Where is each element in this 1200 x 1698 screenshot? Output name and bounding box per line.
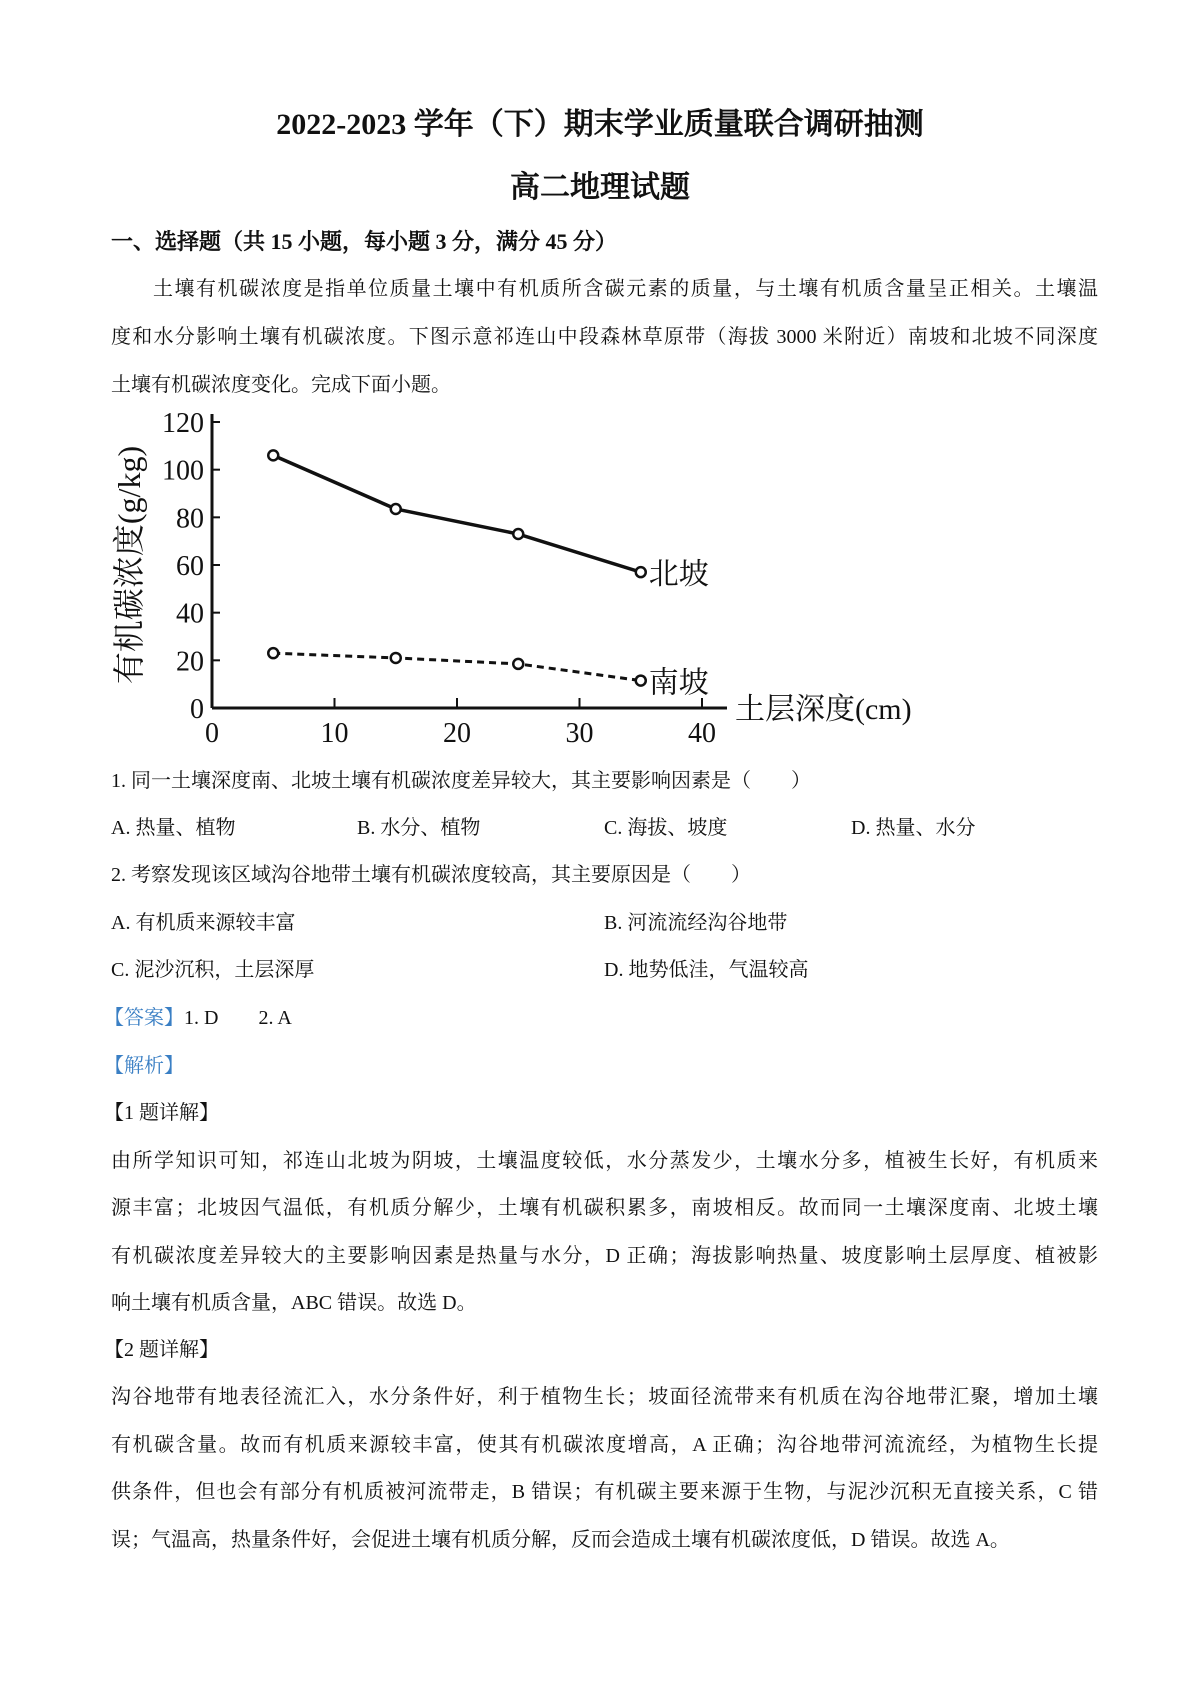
intro-line: 土壤有机碳浓度变化。完成下面小题。 [111,374,451,396]
answer-line [104,1004,1091,1032]
intro-line: 土壤有机碳浓度是指单位质量土壤中有机质所含碳元素的质量，与土壤有机质含量呈正相关。土壤温 [153,278,1098,300]
document-title: 2022-2023 学年（下）期末学业质量联合调研抽测 [276,108,924,141]
q1-option-a: A. 热量、植物 [111,817,236,839]
q2-option-a: A. 有机质来源较丰富 [111,912,296,934]
answer-2: 2. A [258,1007,292,1029]
y-axis-label: 有机碳浓度(g/kg) [111,445,147,685]
detail-2-label: 【2 题详解】 [104,1339,219,1361]
data-point [391,653,401,663]
data-point [391,504,401,514]
detail-2-line: 误；气温高，热量条件好，会促进土壤有机质分解，反而会造成土壤有机碳浓度低，D 错误。故选 A。 [111,1529,1010,1551]
detail-1-line: 响土壤有机质含量，ABC 错误。故选 D。 [111,1292,477,1314]
document-subtitle: 高二地理试题 [510,171,690,204]
q1-option-d: D. 热量、水分 [851,817,976,839]
data-point [636,676,646,686]
detail-2-line: 供条件，但也会有部分有机质被河流带走，B 错误；有机碳主要来源于生物，与泥沙沉积无直接关系，C 错 [111,1481,1098,1503]
series-label: 北坡 [648,558,709,592]
y-tick-label: 60 [176,551,204,582]
y-tick-label: 20 [176,646,204,678]
q1-option-b: B. 水分、植物 [357,817,481,839]
detail-1-line: 由所学知识可知，祁连山北坡为阴坡，土壤温度较低，水分蒸发少，土壤水分多，植被生长好，有机质来 [111,1150,1098,1172]
y-tick-label: 80 [176,503,204,535]
x-axis-label: 土层深度(cm) [735,693,912,726]
series-line-north [273,455,641,572]
answer-label: 【答案】 [104,1007,184,1029]
detail-2-line: 有机碳含量。故而有机质来源较丰富，使其有机碳浓度增高，A 正确；沟谷地带河流流经，为植物生长提 [111,1434,1098,1456]
q2-option-c: C. 泥沙沉积，土层深厚 [111,959,315,981]
data-point [513,529,523,539]
soil-carbon-chart [100,400,940,760]
detail-2-line: 沟谷地带有地表径流汇入，水分条件好，利于植物生长；坡面径流带来有机质在沟谷地带汇聚，增加土壤 [111,1386,1098,1408]
x-tick-label: 0 [205,718,219,749]
section-heading: 一、选择题（共 15 小题，每小题 3 分，满分 45 分） [111,229,618,254]
data-point [513,659,523,669]
x-tick-label: 40 [688,718,716,749]
q1-option-c: C. 海拔、坡度 [604,817,728,839]
y-tick-label: 0 [190,694,204,725]
series-label: 南坡 [648,666,709,700]
data-point [636,567,646,577]
series-line-south [273,653,641,680]
intro-line: 度和水分影响土壤有机碳浓度。下图示意祁连山中段森林草原带（海拔 3000 米附近）南坡和北坡不同深度 [111,326,1098,348]
y-tick-label: 120 [162,408,204,439]
question-2-stem: 2. 考察发现该区域沟谷地带土壤有机碳浓度较高，其主要原因是（ ） [111,864,751,886]
question-1-stem: 1. 同一土壤深度南、北坡土壤有机碳浓度差异较大，其主要影响因素是（ ） [111,770,811,792]
analysis-label: 【解析】 [104,1055,184,1077]
data-point [268,648,278,658]
detail-1-label: 【1 题详解】 [104,1102,219,1124]
detail-1-line: 有机碳浓度差异较大的主要影响因素是热量与水分，D 正确；海拔影响热量、坡度影响土层厚度、植被影 [111,1245,1098,1267]
y-tick-label: 40 [176,598,204,630]
detail-1-line: 源丰富；北坡因气温低，有机质分解少，土壤有机碳积累多，南坡相反。故而同一土壤深度南、北坡土壤 [111,1197,1098,1219]
y-tick-label: 100 [162,455,204,487]
q2-option-b: B. 河流流经沟谷地带 [604,912,788,934]
x-tick-label: 30 [565,718,594,749]
q2-option-d: D. 地势低洼，气温较高 [604,959,809,981]
x-tick-label: 20 [443,718,471,749]
x-tick-label: 10 [320,718,349,749]
answer-1: 1. D [184,1007,219,1029]
data-point [268,450,278,460]
